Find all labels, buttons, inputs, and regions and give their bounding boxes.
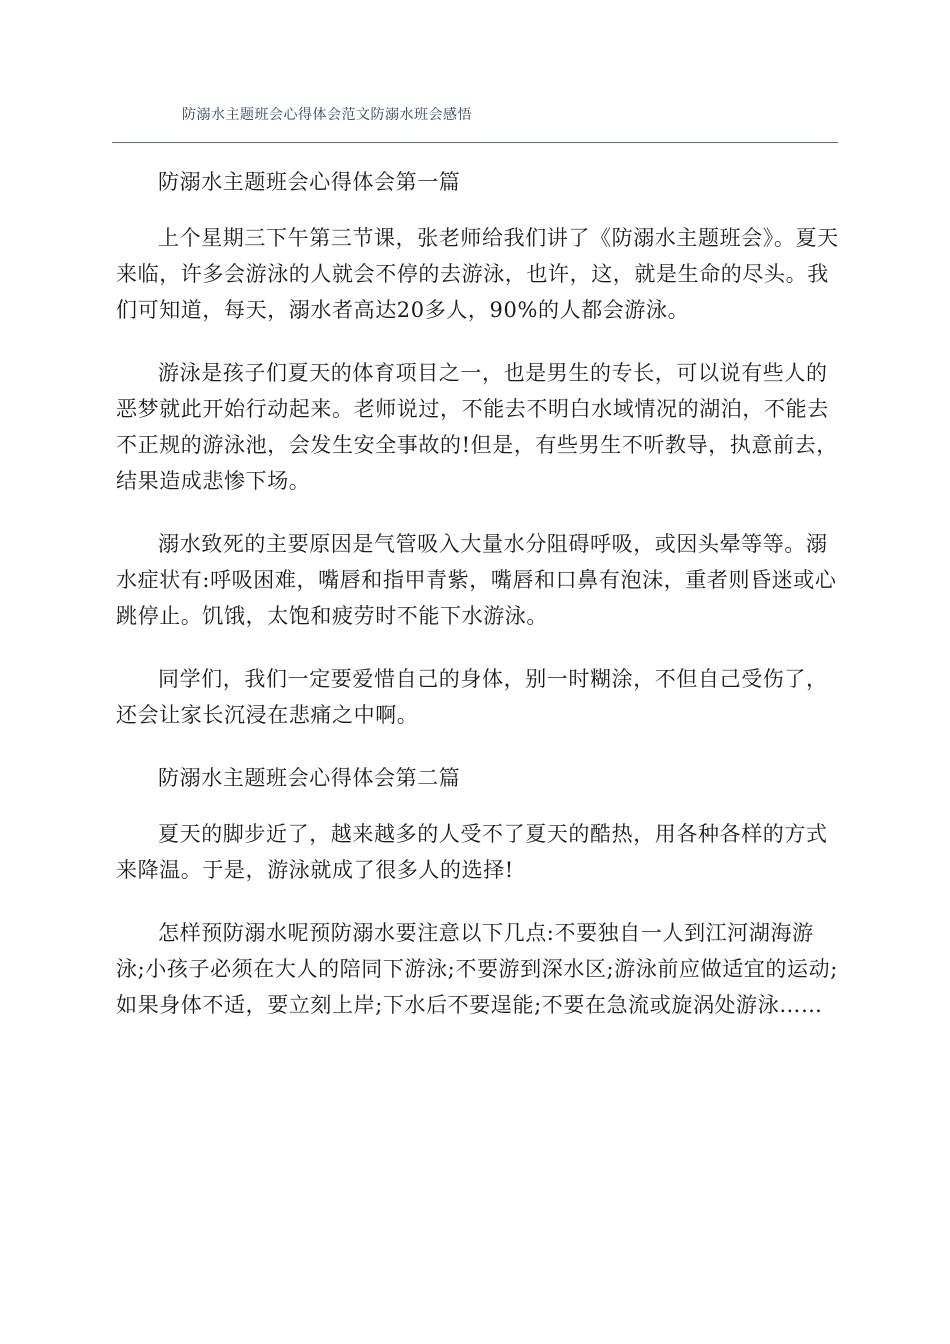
paragraph-1: 上个星期三下午第三节课，张老师给我们讲了《防溺水主题班会》。夏天来临，许多会游泳的人就会不停的去游泳，也许，这，就是生命的尽头。我们可知道，每天，溺水者高达20多人，90%的人都会游泳。 [116,226,839,322]
section-heading-2: 防溺水主题班会心得体会第二篇 [158,766,461,790]
paragraph-5: 夏天的脚步近了，越来越多的人受不了夏天的酷热，用各种各样的方式来降温。于是，游泳就成了很多人的选择! [116,822,828,882]
paragraph-4: 同学们，我们一定要爱惜自己的身体，别一时糊涂，不但自己受伤了，还会让家长沉浸在悲痛之中啊。 [116,667,828,727]
paragraph-2: 游泳是孩子们夏天的体育项目之一，也是男生的专长，可以说有些人的恶梦就此开始行动起来。老师说过，不能去不明白水域情况的湖泊，不能去不正规的游泳池，会发生安全事故的!但是，有些男生不听教导，执意前去，结果造成悲惨下场。 [116,361,838,493]
header-divider [112,142,838,143]
article-body [116,164,842,1050]
section-heading-1: 防溺水主题班会心得体会第一篇 [158,170,461,194]
paragraph-6: 怎样预防溺水呢预防溺水要注意以下几点:不要独自一人到江河湖海游泳;小孩子必须在大人的陪同下游泳;不要游到深水区;游泳前应做适宜的运动;如果身体不适，要立刻上岸;下水后不要逞能;不要在急流或旋涡处游泳…… [116,921,838,1017]
running-header-title: 防溺水主题班会心得体会范文防溺水班会感悟 [182,107,472,123]
paragraph-3: 溺水致死的主要原因是气管吸入大量水分阻碍呼吸，或因头晕等等。溺水症状有:呼吸困难，嘴唇和指甲青紫，嘴唇和口鼻有泡沫，重者则昏迷或心跳停止。饥饿，太饱和疲劳时不能下水游泳。 [116,532,837,628]
